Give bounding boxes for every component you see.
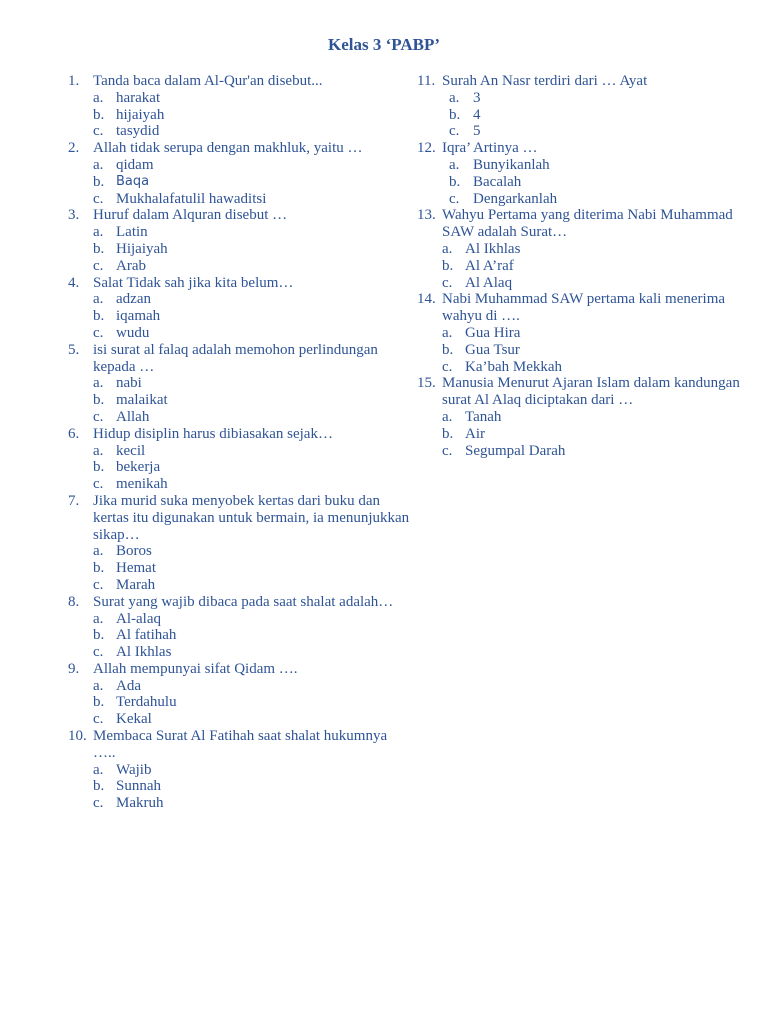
answer-option	[68, 476, 413, 493]
option-text: Sunnah	[116, 778, 161, 795]
option-letter: a.	[93, 291, 104, 308]
question-number: 15.	[417, 375, 436, 392]
answer-option	[417, 123, 752, 140]
option-letter: a.	[93, 375, 104, 392]
option-letter: b.	[442, 257, 454, 274]
option-text: Bacalah	[473, 173, 522, 190]
answer-option	[417, 325, 752, 342]
question-text: Huruf dalam Alquran disebut …	[93, 207, 288, 224]
option-text: Segumpal Darah	[465, 442, 566, 459]
option-text: tasydid	[116, 123, 160, 140]
option-text: 3	[473, 89, 481, 106]
answer-option	[417, 275, 752, 292]
option-letter: c.	[93, 576, 104, 593]
question-block	[68, 140, 413, 207]
answer-option	[68, 191, 413, 208]
answer-option	[68, 627, 413, 644]
option-text: 4	[473, 106, 481, 123]
question-text: Allah tidak serupa dengan makhluk, yaitu …	[93, 140, 363, 157]
question-block	[417, 207, 752, 291]
option-text: Dengarkanlah	[473, 190, 558, 207]
option-text: Makruh	[116, 795, 164, 812]
question-text: Surat yang wajib dibaca pada saat shalat adalah…	[93, 593, 394, 610]
option-letter: b.	[93, 106, 105, 123]
question-number: 3.	[68, 207, 80, 224]
answer-option	[68, 375, 413, 392]
answer-option	[417, 258, 752, 275]
option-text: Arab	[116, 257, 146, 274]
answer-option	[68, 157, 413, 174]
answer-option	[417, 359, 752, 376]
option-text: Al fatihah	[116, 627, 177, 644]
option-letter: a.	[93, 224, 104, 241]
option-letter: b.	[93, 173, 105, 190]
option-text: Bunyikanlah	[473, 156, 550, 173]
answer-option	[68, 107, 413, 124]
question-block	[68, 342, 413, 426]
option-letter: a.	[93, 677, 104, 694]
question	[68, 140, 413, 157]
answer-option	[68, 762, 413, 779]
question-block	[68, 493, 413, 594]
option-letter: a.	[93, 610, 104, 627]
question	[68, 594, 413, 611]
option-text: Ka’bah Mekkah	[465, 358, 563, 375]
option-letter: c.	[93, 324, 104, 341]
question-number: 14.	[417, 291, 436, 308]
question-block	[68, 728, 413, 812]
question-text: Allah mempunyai sifat Qidam ….	[93, 660, 298, 677]
option-text: Al A’raf	[465, 257, 514, 274]
option-letter: b.	[93, 308, 105, 325]
option-letter: c.	[93, 711, 104, 728]
question-number: 8.	[68, 593, 80, 610]
question-block	[68, 207, 413, 274]
option-text: Baqa	[116, 173, 150, 189]
question-text: Tanda baca dalam Al-Qur'an disebut...	[93, 73, 323, 89]
question-number: 13.	[417, 207, 436, 224]
answer-option	[417, 174, 752, 191]
option-text: Al-alaq	[116, 610, 161, 627]
question	[417, 140, 752, 157]
answer-option	[68, 90, 413, 107]
answer-option	[68, 560, 413, 577]
question-text: Hidup disiplin harus dibiasakan sejak…	[93, 425, 333, 442]
answer-option	[417, 157, 752, 174]
question	[417, 73, 752, 90]
option-letter: a.	[442, 324, 453, 341]
question-block	[68, 661, 413, 728]
question-text: Jika murid suka menyobek kertas dari buku dan kertas itu digunakan untuk bermain, ia menunjukkan sikap…	[93, 492, 410, 543]
answer-option	[68, 123, 413, 140]
question-number: 12.	[417, 140, 436, 157]
option-letter: a.	[442, 408, 453, 425]
option-text: qidam	[116, 156, 154, 173]
option-letter: c.	[93, 257, 104, 274]
option-letter: b.	[93, 694, 105, 711]
option-letter: a.	[93, 156, 104, 173]
option-text: malaikat	[116, 392, 168, 409]
option-text: Kekal	[116, 711, 152, 728]
question-text: Salat Tidak sah jika kita belum…	[93, 274, 294, 291]
option-text: wudu	[116, 324, 150, 341]
answer-option	[68, 644, 413, 661]
option-letter: b.	[449, 106, 461, 123]
question	[68, 493, 413, 543]
option-text: adzan	[116, 291, 151, 308]
option-letter: b.	[93, 778, 105, 795]
option-text: Al Ikhlas	[116, 644, 172, 661]
option-text: Tanah	[465, 408, 502, 425]
option-text: bekerja	[116, 459, 161, 476]
question-block	[417, 140, 752, 207]
option-text: hijaiyah	[116, 106, 165, 123]
option-text: Hijaiyah	[116, 240, 168, 257]
option-text: Gua Hira	[465, 324, 521, 341]
left-question-column	[68, 73, 413, 812]
option-text: Gua Tsur	[465, 341, 520, 358]
option-text: harakat	[116, 89, 161, 106]
answer-option	[68, 409, 413, 426]
question	[68, 728, 413, 762]
answer-option	[417, 426, 752, 443]
option-text: Ada	[116, 677, 141, 694]
question-text: Membaca Surat Al Fatihah saat shalat hukumnya …..	[93, 728, 388, 761]
question	[68, 275, 413, 292]
question-text: Surah An Nasr terdiri dari … Ayat	[442, 73, 648, 89]
option-letter: c.	[93, 795, 104, 812]
question-number: 1.	[68, 73, 80, 89]
question-number: 4.	[68, 274, 80, 291]
option-letter: c.	[93, 644, 104, 661]
option-letter: b.	[442, 341, 454, 358]
answer-option	[68, 443, 413, 460]
answer-option	[68, 543, 413, 560]
question-number: 11.	[417, 73, 436, 89]
option-text: menikah	[116, 476, 168, 493]
answer-option	[68, 778, 413, 795]
question-number: 10.	[68, 728, 87, 745]
question	[417, 207, 752, 241]
answer-option	[68, 577, 413, 594]
option-letter: b.	[442, 425, 454, 442]
question	[68, 426, 413, 443]
answer-option	[68, 308, 413, 325]
option-text: Hemat	[116, 560, 156, 577]
answer-option	[68, 611, 413, 628]
option-text: Boros	[116, 543, 152, 560]
option-letter: b.	[93, 459, 105, 476]
option-letter: c.	[449, 190, 460, 207]
option-letter: c.	[93, 190, 104, 207]
option-letter: c.	[93, 476, 104, 493]
question	[68, 207, 413, 224]
question	[68, 661, 413, 678]
answer-option	[68, 392, 413, 409]
option-letter: a.	[449, 156, 460, 173]
answer-option	[417, 191, 752, 208]
question-block	[68, 426, 413, 493]
answer-option	[417, 241, 752, 258]
option-text: Al Ikhlas	[465, 240, 521, 257]
answer-option	[417, 409, 752, 426]
answer-option	[68, 291, 413, 308]
answer-option	[68, 325, 413, 342]
option-letter: b.	[93, 627, 105, 644]
option-text: 5	[473, 123, 481, 140]
option-letter: b.	[93, 392, 105, 409]
option-letter: b.	[449, 173, 461, 190]
question-text: Manusia Menurut Ajaran Islam dalam kandungan surat Al Alaq diciptakan dari …	[442, 375, 740, 409]
answer-option	[417, 90, 752, 107]
answer-option	[417, 107, 752, 124]
option-text: Air	[465, 425, 485, 442]
question-text: Iqra’ Artinya …	[442, 140, 538, 157]
option-letter: a.	[93, 543, 104, 560]
option-text: Marah	[116, 576, 156, 593]
answer-option	[68, 711, 413, 728]
option-letter: b.	[93, 560, 105, 577]
right-question-column	[417, 73, 752, 459]
option-letter: c.	[449, 123, 460, 140]
answer-option	[68, 174, 413, 191]
question-text: Wahyu Pertama yang diterima Nabi Muhammad SAW adalah Surat…	[442, 207, 733, 241]
question-text: isi surat al falaq adalah memohon perlindungan kepada …	[93, 341, 378, 375]
question	[417, 375, 752, 409]
question-block	[417, 291, 752, 375]
page-title: Kelas 3 ‘PABP’	[327, 35, 441, 54]
answer-option	[417, 443, 752, 460]
option-letter: c.	[442, 442, 453, 459]
answer-option	[68, 678, 413, 695]
answer-option	[417, 342, 752, 359]
answer-option	[68, 459, 413, 476]
option-text: Mukhalafatulil hawaditsi	[116, 190, 267, 207]
option-letter: a.	[93, 761, 104, 778]
question-block	[68, 594, 413, 661]
option-letter: a.	[449, 89, 460, 106]
option-letter: c.	[93, 408, 104, 425]
question-number: 5.	[68, 341, 80, 358]
answer-option	[68, 258, 413, 275]
answer-option	[68, 241, 413, 258]
option-letter: c.	[93, 123, 104, 140]
option-letter: b.	[93, 240, 105, 257]
answer-option	[68, 694, 413, 711]
option-text: Allah	[116, 408, 150, 425]
question-block	[68, 275, 413, 342]
question-block	[417, 73, 752, 140]
question-number: 2.	[68, 140, 80, 157]
option-letter: c.	[442, 358, 453, 375]
question-text: Nabi Muhammad SAW pertama kali menerima wahyu di ….	[442, 291, 726, 325]
option-text: Wajib	[116, 761, 152, 778]
option-text: kecil	[116, 442, 146, 459]
question-number: 7.	[68, 492, 80, 509]
option-text: Latin	[116, 224, 148, 241]
option-letter: a.	[93, 89, 104, 106]
question-number: 6.	[68, 425, 80, 442]
question-block	[68, 73, 413, 140]
option-letter: c.	[442, 274, 453, 291]
answer-option	[68, 795, 413, 812]
question	[68, 73, 413, 90]
option-text: nabi	[116, 375, 142, 392]
option-text: Terdahulu	[116, 694, 177, 711]
question-number: 9.	[68, 660, 80, 677]
option-text: iqamah	[116, 308, 161, 325]
question	[417, 291, 752, 325]
question-block	[417, 375, 752, 459]
option-letter: a.	[442, 240, 453, 257]
answer-option	[68, 224, 413, 241]
option-letter: a.	[93, 442, 104, 459]
option-text: Al Alaq	[465, 274, 513, 291]
question	[68, 342, 413, 376]
